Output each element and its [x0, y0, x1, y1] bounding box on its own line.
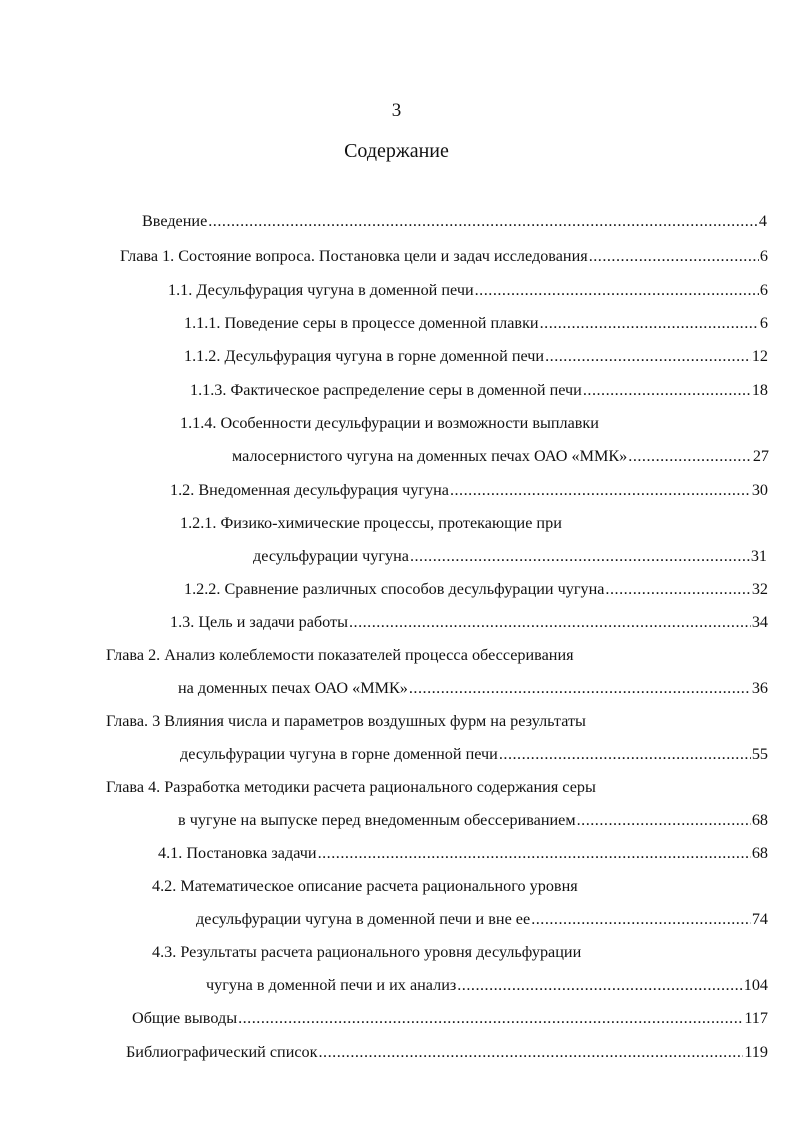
- toc-entry-chapter-2-line1: Глава 2. Анализ колеблемости показателей процесса обессеривания: [106, 646, 574, 664]
- toc-entry-section-1-1-1: [184, 313, 768, 333]
- toc-entry-section-1-1-4-line1: 1.1.4. Особенности десульфурации и возможности выплавки: [180, 414, 599, 432]
- toc-entry-page: 6: [759, 314, 768, 332]
- toc-leader-dots: [319, 1042, 744, 1062]
- toc-entry-section-1-3: [170, 612, 768, 632]
- toc-entry-title: чугуна в доменной печи и их анализ: [206, 976, 457, 994]
- toc-entry-introduction: [142, 211, 767, 231]
- toc-entry-title: малосернистого чугуна на доменных печах ОАО «ММК»: [232, 447, 628, 465]
- toc-leader-dots: [410, 546, 750, 566]
- toc-entry-section-1-1: [168, 280, 768, 300]
- toc-entry-title: 1.1.3. Фактическое распределение серы в доменной печи: [190, 381, 582, 399]
- toc-entry-page: 18: [751, 381, 768, 399]
- toc-entry-title: 1.1.1. Поведение серы в процессе доменной плавки: [184, 314, 539, 332]
- toc-entry-section-4-2: [196, 909, 768, 929]
- toc-entry-page: 31: [750, 547, 767, 565]
- toc-entry-page: 30: [751, 481, 768, 499]
- toc-entry-section-1-2-1: [253, 546, 767, 566]
- toc-entry-conclusions: [132, 1008, 768, 1028]
- toc-entry-page: 36: [751, 679, 768, 697]
- toc-leader-dots: [318, 843, 751, 863]
- toc-entry-page: 104: [743, 976, 768, 994]
- toc-entry-title: десульфурации чугуна в доменной печи и вне ее: [196, 910, 531, 928]
- toc-entry-page: 117: [744, 1009, 768, 1027]
- toc-leader-dots: [499, 744, 751, 764]
- toc-entry-title: десульфурации чугуна: [253, 547, 409, 565]
- toc-entry-page: 68: [751, 844, 768, 862]
- toc-leader-dots: [583, 380, 751, 400]
- toc-entry-page: 27: [752, 447, 769, 465]
- toc-leader-dots: [238, 1008, 743, 1028]
- toc-entry-page: 34: [751, 613, 768, 631]
- toc-entry-bibliography: [126, 1042, 768, 1062]
- toc-entry-section-4-3: [206, 975, 768, 995]
- toc-entry-page: 12: [751, 347, 768, 365]
- toc-entry-title: 1.2.2. Сравнение различных способов десульфурации чугуна: [184, 580, 605, 598]
- toc-entry-title: в чугуне на выпуске перед внедоменным обессериванием: [178, 811, 576, 829]
- toc-leader-dots: [457, 975, 742, 995]
- toc-entry-section-4-1: [158, 843, 768, 863]
- toc-entry-section-1-2: [170, 480, 768, 500]
- toc-entry-chapter-3: [180, 744, 768, 764]
- toc-leader-dots: [531, 909, 751, 929]
- toc-entry-chapter-3-line1: Глава. 3 Влияния числа и параметров воздушных фурм на результаты: [106, 712, 586, 730]
- toc-entry-page: 74: [751, 910, 768, 928]
- toc-entry-title: 1.1. Десульфурация чугуна в доменной печи: [168, 281, 474, 299]
- toc-entry-section-1-2-2: [184, 579, 768, 599]
- toc-entry-section-4-3-line1: 4.3. Результаты расчета рационального уровня десульфурации: [152, 943, 582, 961]
- toc-entry-title: 4.1. Постановка задачи: [158, 844, 317, 862]
- toc-entry-chapter-4: [178, 810, 768, 830]
- toc-entry-section-1-1-2: [184, 346, 768, 366]
- toc-entry-page: 6: [759, 281, 768, 299]
- toc-leader-dots: [450, 480, 751, 500]
- toc-leader-dots: [589, 246, 759, 266]
- toc-entry-section-4-2-line1: 4.2. Математическое описание расчета рационального уровня: [152, 877, 578, 895]
- toc-entry-chapter-2: [178, 678, 768, 698]
- toc-leader-dots: [540, 313, 759, 333]
- page-number: 3: [391, 100, 402, 121]
- toc-entry-title: 1.2. Внедоменная десульфурация чугуна: [170, 481, 449, 499]
- toc-entry-title: 1.1.2. Десульфурация чугуна в горне доменной печи: [184, 347, 545, 365]
- toc-leader-dots: [475, 280, 759, 300]
- page-title: Содержание: [344, 140, 449, 162]
- toc-leader-dots: [409, 678, 751, 698]
- toc-leader-dots: [628, 446, 752, 466]
- toc-entry-page: 55: [751, 745, 768, 763]
- toc-entry-section-1-1-4: [232, 446, 769, 466]
- toc-entry-title: Библиографический список: [126, 1043, 318, 1061]
- toc-leader-dots: [577, 810, 751, 830]
- toc-entry-title: Глава 1. Состояние вопроса. Постановка цели и задач исследования: [120, 247, 588, 265]
- toc-leader-dots: [545, 346, 751, 366]
- toc-entry-section-1-2-1-line1: 1.2.1. Физико-химические процессы, протекающие при: [180, 514, 562, 532]
- toc-entry-chapter-1: [120, 246, 768, 266]
- toc-entry-title: Общие выводы: [132, 1009, 238, 1027]
- toc-entry-title: Введение: [142, 212, 208, 230]
- toc-entry-section-1-1-3: [190, 380, 768, 400]
- toc-entry-chapter-4-line1: Глава 4. Разработка методики расчета рационального содержания серы: [106, 778, 596, 796]
- toc-entry-page: 68: [751, 811, 768, 829]
- toc-entry-title: 1.3. Цель и задачи работы: [170, 613, 348, 631]
- toc-entry-page: 119: [744, 1043, 768, 1061]
- toc-leader-dots: [605, 579, 750, 599]
- toc-leader-dots: [349, 612, 751, 632]
- toc-entry-title: десульфурации чугуна в горне доменной печи: [180, 745, 498, 763]
- toc-entry-page: 4: [758, 212, 767, 230]
- toc-entry-title: на доменных печах ОАО «ММК»: [178, 679, 408, 697]
- toc-leader-dots: [208, 211, 758, 231]
- toc-entry-page: 32: [751, 580, 768, 598]
- toc-entry-page: 6: [759, 247, 768, 265]
